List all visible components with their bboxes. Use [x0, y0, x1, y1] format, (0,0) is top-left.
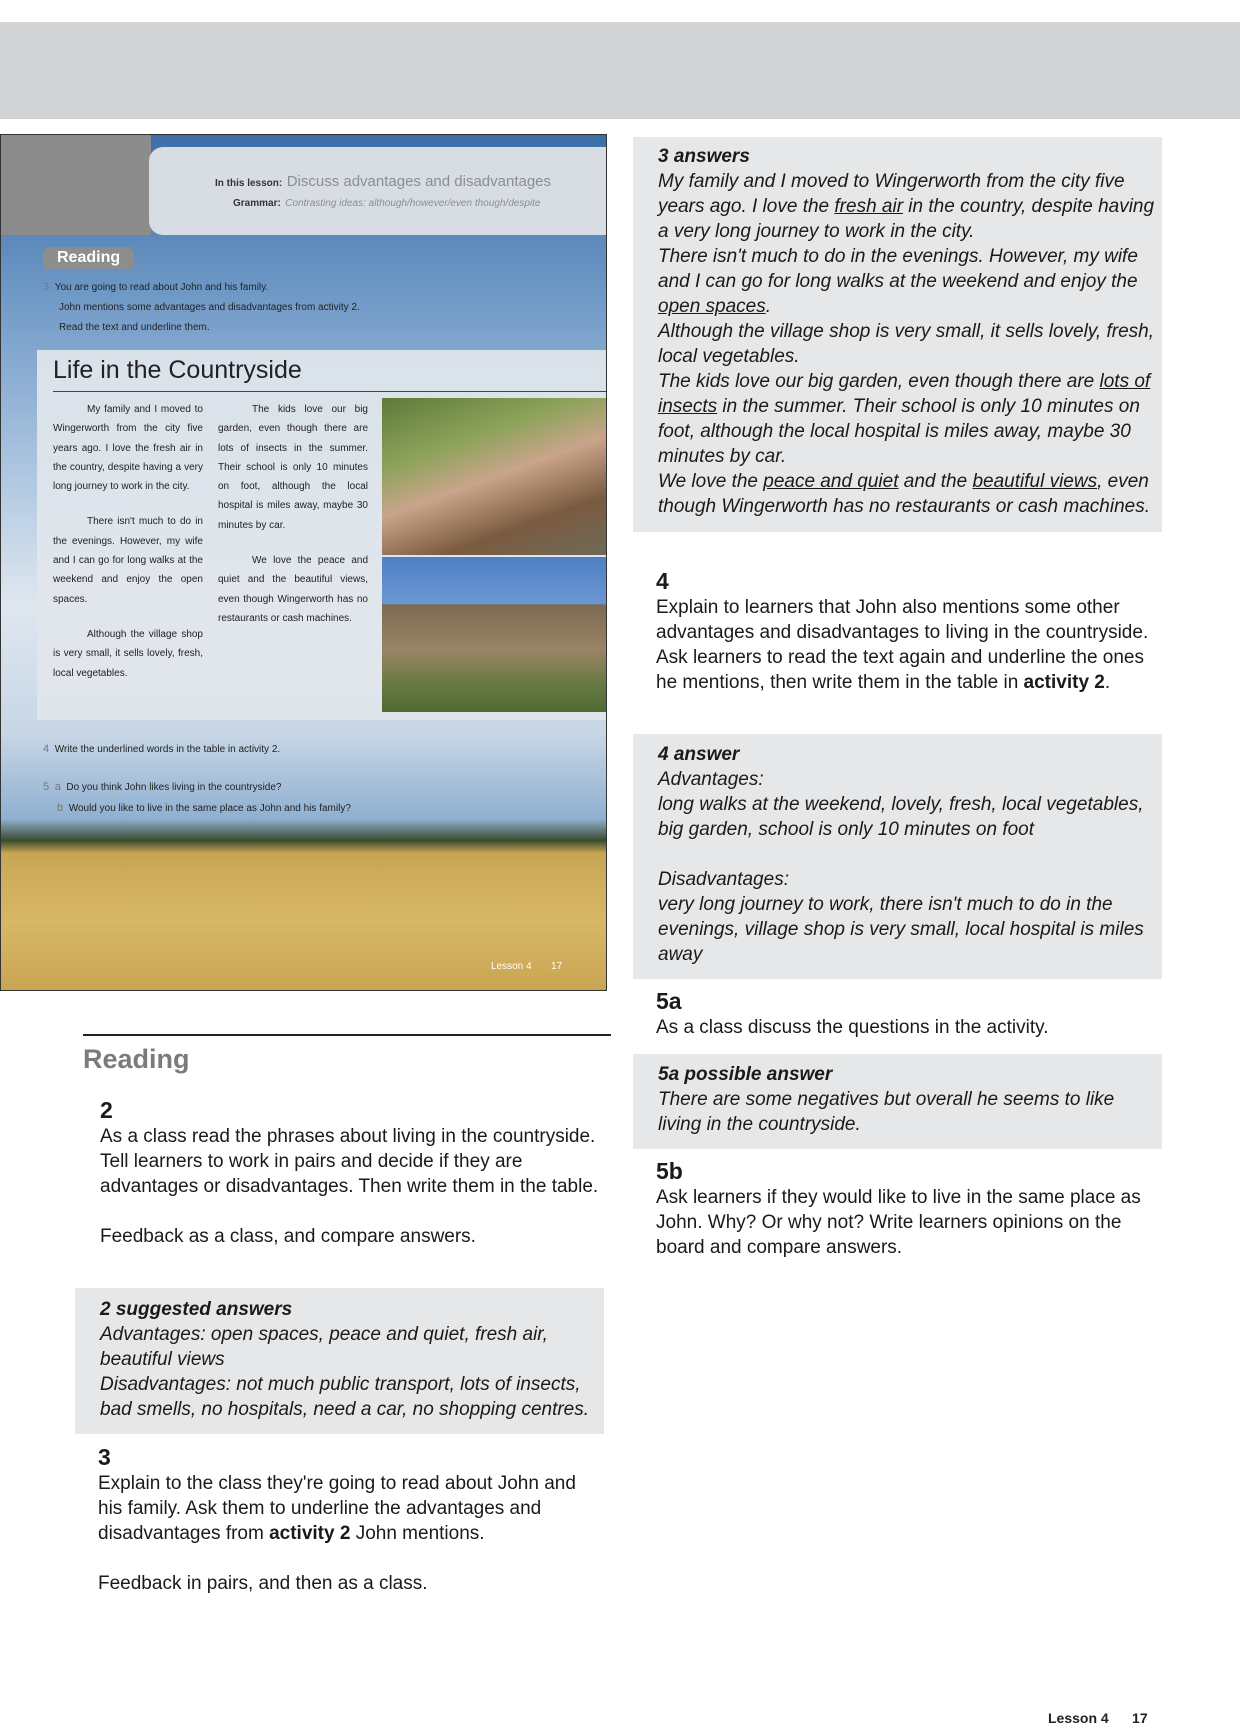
step-2	[100, 1097, 600, 1249]
text-run: My family and I moved to Wingerworth from the city five years ago. I love the	[658, 171, 1125, 217]
step-4-number: 4	[656, 568, 669, 594]
underlined-phrase: peace and quiet	[763, 471, 899, 492]
text-run: in the summer. Their school is only 10 minutes on foot, although the local hospital is miles away, maybe 30 minutes by car.	[658, 396, 1140, 467]
step-5b-number: 5b	[656, 1158, 683, 1184]
instruction-5-number: 5	[43, 781, 50, 793]
lesson-info-box	[149, 147, 607, 235]
answer-2-disadvantages: Disadvantages: not much public transport, lots of insects, bad smells, no hospitals, need a car, no shopping centres.	[100, 1374, 590, 1420]
article-column-2	[218, 400, 368, 644]
instruction-4-text: Write the underlined words in the table in activity 2.	[54, 744, 281, 755]
answer-3-paragraph-1	[658, 169, 1158, 244]
answer-2-advantages: Advantages: open spaces, peace and quiet, fresh air, beautiful views	[100, 1324, 548, 1370]
page-footer	[1048, 1710, 1148, 1726]
article-paragraph: There isn't much to do in the evenings. However, my wife and I can go for long walks at the weekend and enjoy the open spaces.	[53, 516, 203, 605]
answer-5a-title: 5a possible answer	[658, 1064, 833, 1085]
article-paragraph: Although the village shop is very small, it sells lovely, fresh, local vegetables.	[53, 628, 203, 679]
lesson-topic: Discuss advantages and disadvantages	[286, 173, 552, 190]
text-run: We love the	[658, 471, 764, 492]
underlined-phrase: beautiful views	[972, 471, 1098, 492]
header-band	[0, 22, 1240, 119]
step-3-text	[98, 1471, 603, 1546]
answer-4-advantages-label: Advantages:	[658, 769, 764, 790]
step-3-text-end: John mentions.	[350, 1523, 485, 1544]
article-paragraph: The kids love our big garden, even though there are lots of insects in the summer. Their school is only 10 minutes on foot, although the local hospital is miles away, maybe 30 minutes by car.	[218, 404, 368, 531]
cottage-photo	[382, 557, 607, 712]
answer-box-2	[75, 1288, 604, 1434]
corner-panel	[1, 135, 151, 235]
instruction-5b-letter: b	[57, 802, 64, 814]
step-5b-text: Ask learners if they would like to live in the same place as John. Why? Or why not? Write learners opinions on the board and compare answers.	[656, 1187, 1141, 1258]
step-5a	[656, 988, 1151, 1040]
answer-4-disadvantages: very long journey to work, there isn't much to do in the evenings, village shop is very small, local hospital is miles away	[658, 894, 1144, 965]
instruction-3	[43, 277, 583, 338]
student-book-page	[0, 134, 607, 991]
article-paragraph: My family and I moved to Wingerworth from the city five years ago. I love the fresh air in the country, despite having a very long journey to work in the city.	[53, 404, 203, 493]
grammar-text: Contrasting ideas: although/however/even though/despite	[285, 198, 541, 209]
student-book-lesson: Lesson 4	[491, 961, 532, 972]
answer-4-disadvantages-label: Disadvantages:	[658, 869, 789, 890]
instruction-3-line-1: You are going to read about John and his family.	[54, 282, 269, 293]
text-run: .	[765, 296, 772, 317]
instruction-5b-text: Would you like to live in the same place as John and his family?	[68, 803, 351, 814]
answer-3-paragraph-5	[658, 469, 1158, 519]
answer-4-title: 4 answer	[658, 744, 740, 765]
instruction-3-number: 3	[43, 281, 50, 293]
step-5b	[656, 1158, 1156, 1260]
footer-page-number: 17	[1132, 1710, 1148, 1726]
answer-3-title: 3 answers	[658, 146, 750, 167]
reading-tab: Reading	[43, 247, 134, 269]
step-4	[656, 568, 1151, 695]
answer-box-5a	[633, 1054, 1162, 1149]
section-rule	[83, 1034, 611, 1036]
instruction-3-line-2: John mentions some advantages and disadvantages from activity 2.	[59, 302, 360, 313]
step-3-feedback: Feedback in pairs, and then as a class.	[98, 1573, 428, 1594]
article-title-rule	[53, 391, 607, 392]
article-panel	[37, 350, 607, 720]
step-2-number: 2	[100, 1097, 113, 1123]
activity-ref: activity 2	[269, 1523, 351, 1544]
answer-2-title: 2 suggested answers	[100, 1299, 293, 1320]
section-heading: Reading	[83, 1044, 190, 1074]
instruction-4	[43, 739, 583, 760]
step-5a-number: 5a	[656, 988, 682, 1014]
lesson-label: In this lesson:	[215, 178, 283, 189]
step-2-feedback: Feedback as a class, and compare answers.	[100, 1226, 476, 1247]
answer-box-3	[633, 137, 1162, 532]
step-3	[98, 1444, 603, 1596]
article-paragraph: We love the peace and quiet and the beautiful views, even though Wingerworth has no restaurants or cash machines.	[218, 555, 368, 624]
step-3-number: 3	[98, 1444, 111, 1470]
step-5a-text: As a class discuss the questions in the activity.	[656, 1017, 1049, 1038]
answer-5a-text: There are some negatives but overall he seems to like living in the countryside.	[658, 1089, 1115, 1135]
step-4-text-end: .	[1104, 672, 1111, 693]
footer-lesson: Lesson 4	[1048, 1710, 1109, 1726]
activity-ref: activity 2	[1023, 672, 1105, 693]
answer-4-advantages: long walks at the weekend, lovely, fresh, local vegetables, big garden, school is only 10 minutes on foot	[658, 794, 1144, 840]
step-2-text: As a class read the phrases about living in the countryside. Tell learners to work in pairs and decide if they are advantages or disadvantages. Then write them in the table.	[100, 1126, 599, 1197]
lesson-line	[215, 173, 551, 191]
text-run: , even though Wingerworth has no restaurants or cash machines.	[658, 471, 1150, 517]
text-run: and the	[898, 471, 973, 492]
answer-3-paragraph-4	[658, 369, 1158, 469]
student-book-page-number: 17	[551, 961, 563, 972]
text-run: in the country, despite having a very long journey to work in the city.	[658, 196, 1155, 242]
instruction-5	[43, 777, 583, 819]
instruction-3-line-3: Read the text and underline them.	[59, 322, 210, 333]
instruction-5a-text: Do you think John likes living in the countryside?	[66, 782, 282, 793]
step-4-text-start: Explain to learners that John also mentions some other advantages and disadvantages to living in the countryside. Ask learners to read the text again and underline the ones he mentions, then write them in the table in	[656, 597, 1149, 693]
step-4-text	[656, 595, 1151, 695]
student-book-footer	[491, 961, 562, 972]
answer-3-paragraph-2	[658, 244, 1158, 319]
text-run: The kids love our big garden, even though there are	[658, 371, 1100, 392]
text-run: There isn't much to do in the evenings. However, my wife and I can go for long walks at the weekend and enjoy the	[658, 246, 1138, 292]
grammar-line	[233, 193, 540, 211]
answer-box-4	[633, 734, 1162, 979]
article-title: Life in the Countryside	[53, 356, 302, 384]
article-column-1	[53, 400, 203, 699]
instruction-4-number: 4	[43, 743, 50, 755]
family-photo	[382, 398, 607, 555]
answer-3-paragraph-3: Although the village shop is very small, it sells lovely, fresh, local vegetables.	[658, 321, 1154, 367]
underlined-phrase: open spaces	[658, 296, 766, 317]
underlined-phrase: fresh air	[834, 196, 904, 217]
instruction-5a-letter: a	[54, 781, 61, 793]
step-3-text-start: Explain to the class they're going to read about John and his family. Ask them to underline the advantages and disadvantages from	[98, 1473, 576, 1544]
underlined-phrase: lots of insects	[658, 371, 1151, 417]
grammar-label: Grammar:	[233, 198, 281, 209]
